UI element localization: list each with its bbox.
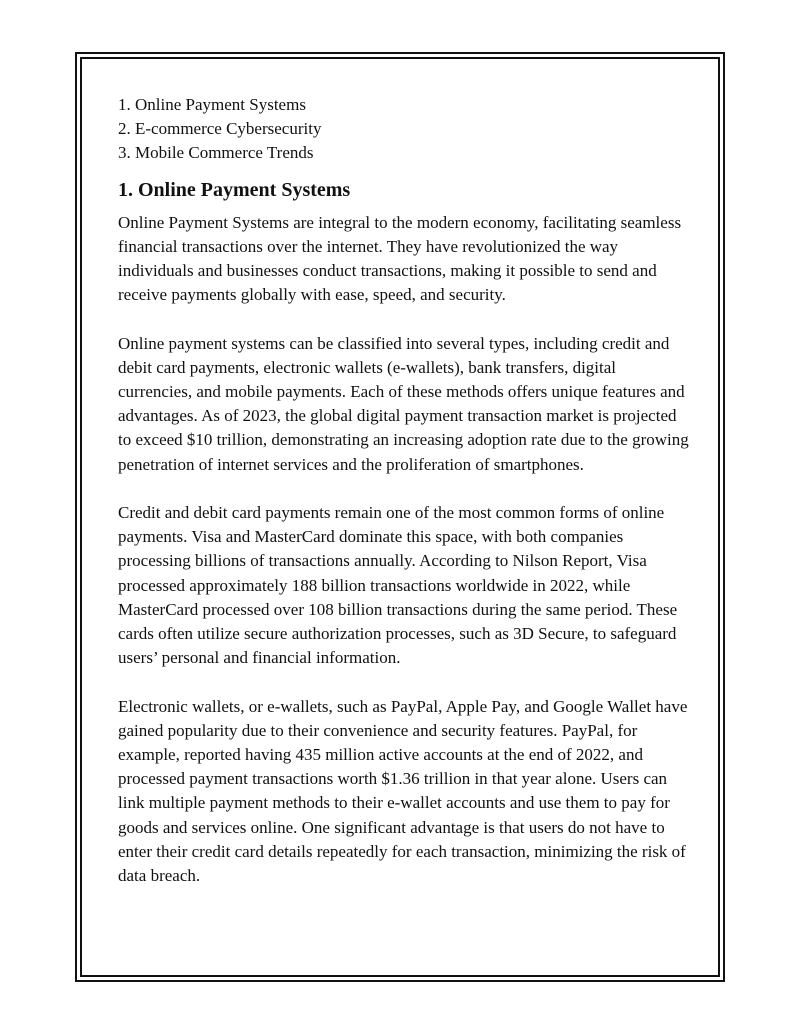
toc-item-mobile-commerce-trends: 3. Mobile Commerce Trends: [118, 143, 314, 163]
section-heading: 1. Online Payment Systems: [118, 178, 351, 201]
paragraph-cards: Credit and debit card payments remain one of the most common forms of online payments. Visa and MasterCard dominate this space, with both companies processing billions of transactions annually. According to Nilson Report, Visa processed approximately 188 billion transactions worldwide in 2022, while MasterCard processed over 108 billion transactions during the same period. These cards often utilize secure authorization processes, such as 3D Secure, to safeguard users’ personal and financial information.: [118, 503, 678, 668]
paragraph-ewallets: Electronic wallets, or e-wallets, such as PayPal, Apple Pay, and Google Wallet have gained popularity due to their convenience and security features. PayPal, for example, reported having 435 million active accounts at the end of 2022, and processed payment transactions worth $1.36 trillion in that year alone. Users can link multiple payment methods to their e-wallet accounts and use them to pay for goods and services online. One significant advantage is that users do not have to enter their credit card details repeatedly for each transaction, minimizing the risk of data breach.: [118, 696, 688, 886]
document-body: [118, 93, 693, 888]
table-of-contents: [118, 93, 693, 166]
toc-item-ecommerce-cybersecurity: 2. E-commerce Cybersecurity: [118, 119, 322, 139]
toc-item-online-payment-systems: 1. Online Payment Systems: [118, 95, 306, 114]
paragraph-types: Online payment systems can be classified into several types, including credit and debit card payments, electronic wallets (e-wallets), bank transfers, digital currencies, and mobile payments. Each of these methods offers unique features and advantages. As of 2023, the global digital payment transaction market is projected to exceed $10 trillion, demonstrating an increasing adoption rate due to the growing penetration of internet services and the proliferation of smartphones.: [118, 333, 689, 474]
paragraph-intro: Online Payment Systems are integral to the modern economy, facilitating seamless financial transactions over the internet. They have revolutionized the way individuals and businesses conduct transactions, making it possible to send and receive payments globally with ease, speed, and security.: [118, 212, 682, 305]
